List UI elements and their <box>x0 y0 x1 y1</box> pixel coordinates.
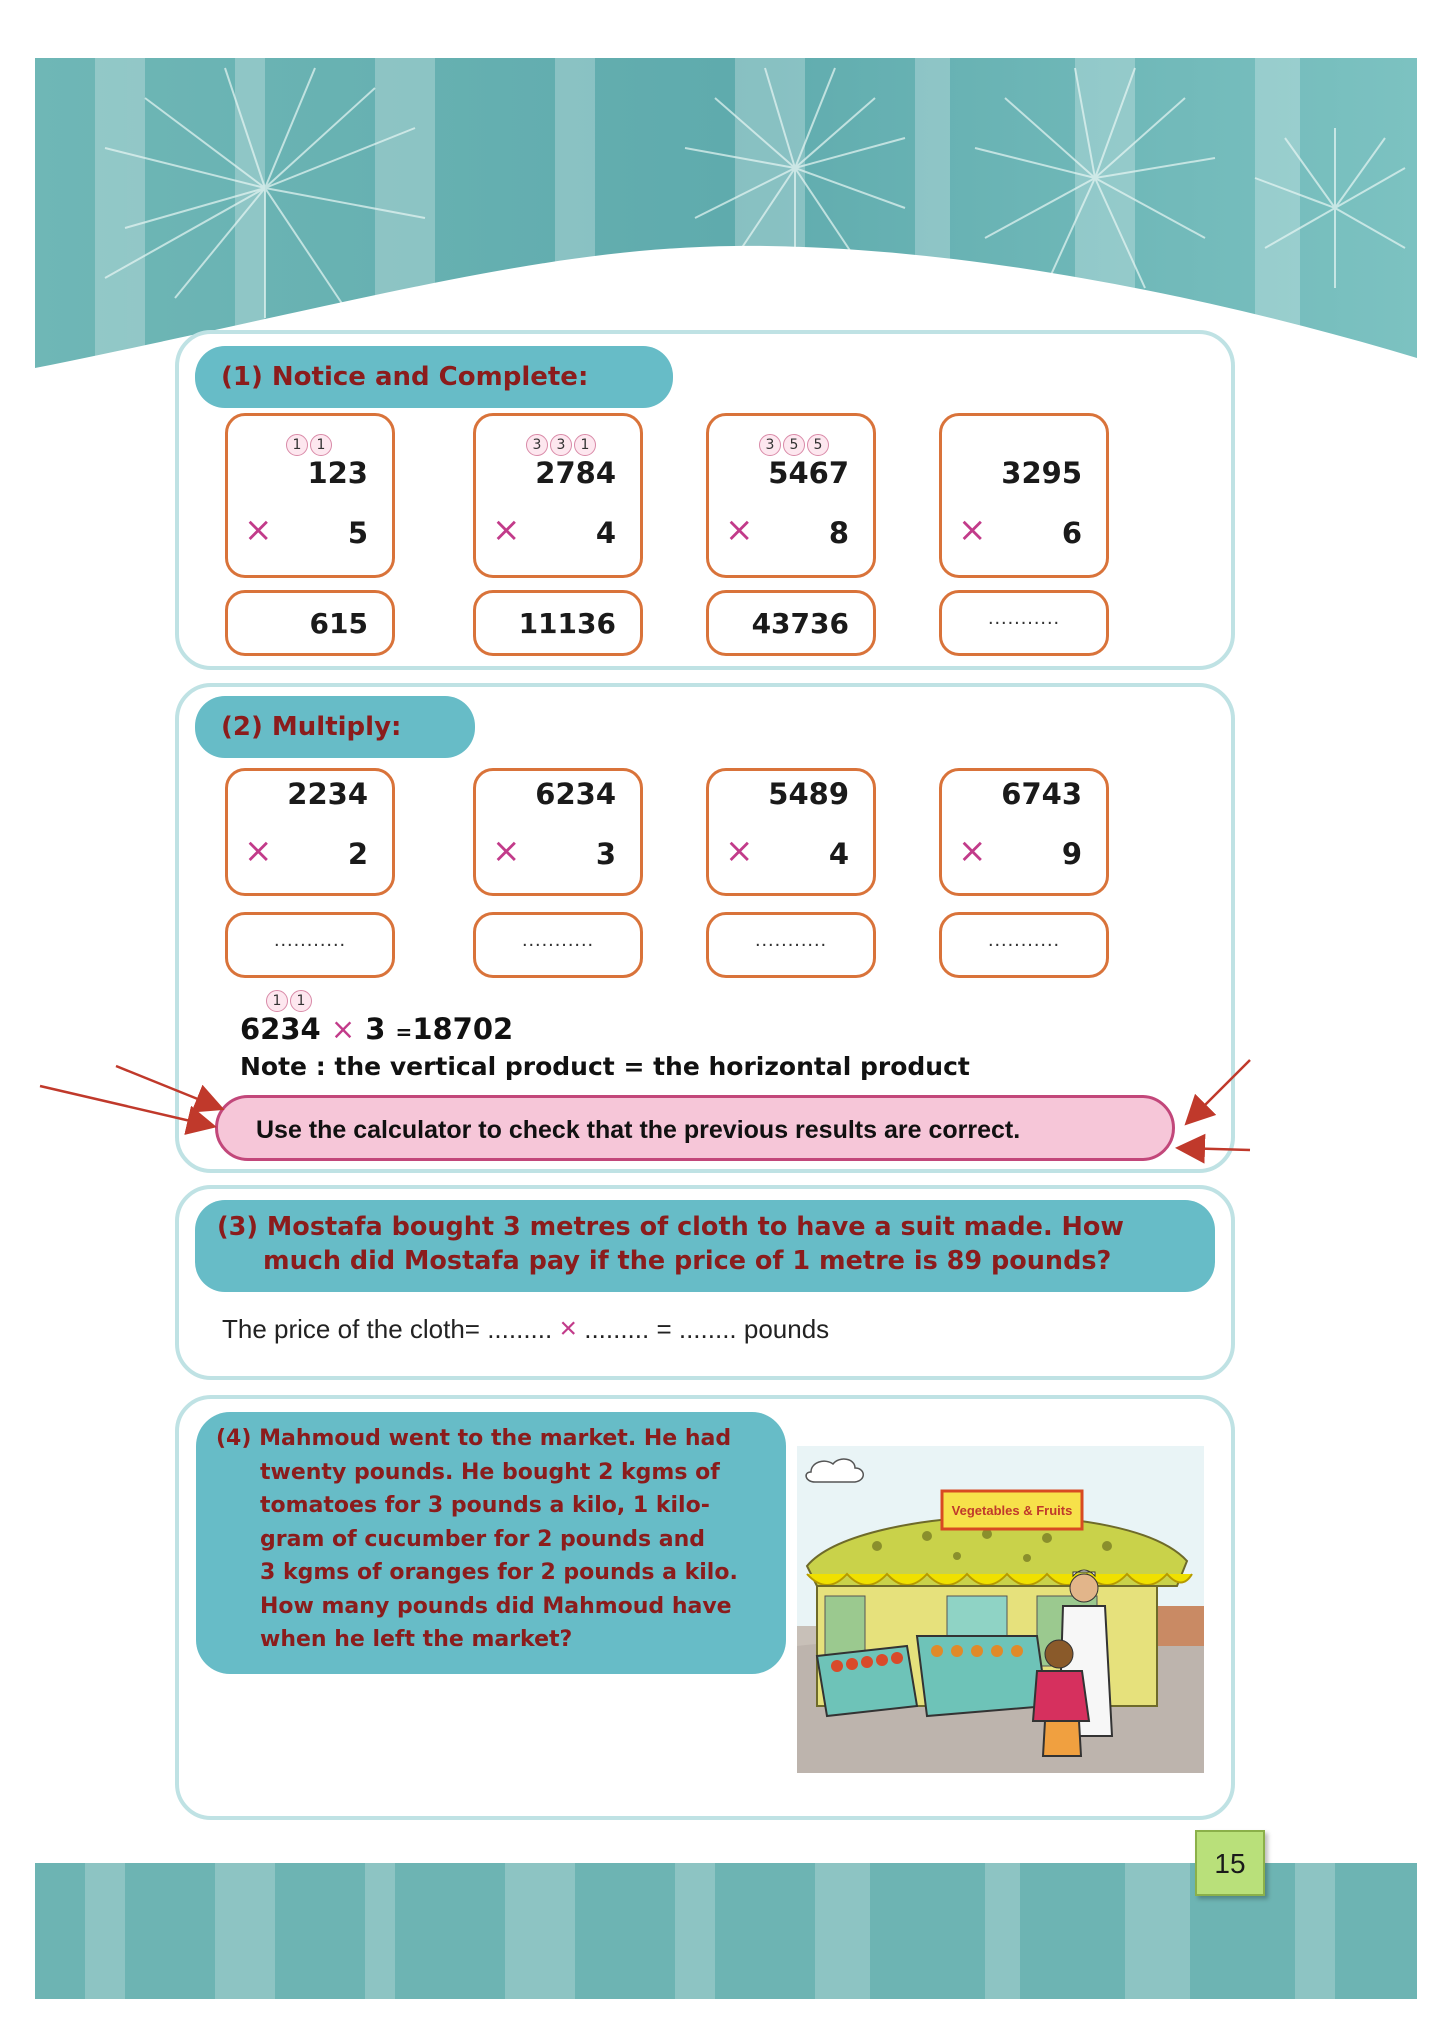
problem-card <box>939 768 1109 896</box>
answer-box[interactable] <box>939 590 1109 656</box>
pointer-arrows <box>0 1050 1455 1180</box>
carry-digit: 1 <box>290 990 312 1012</box>
example-right: 3 <box>365 1012 386 1046</box>
times-icon: × <box>725 510 754 550</box>
multiplicand: 3295 <box>1001 456 1082 490</box>
answer-suffix: ......... = ........ pounds <box>584 1314 830 1344</box>
problem-card <box>706 413 876 578</box>
title-line: (3) Mostafa bought 3 metres of cloth to have a suit made. How <box>217 1212 1124 1242</box>
page-number-badge <box>1195 1830 1265 1896</box>
times-icon: × <box>958 831 987 871</box>
example-result: 18702 <box>412 1012 514 1046</box>
carry-digit: 3 <box>759 434 781 456</box>
answer-blank[interactable]: ........... <box>521 929 595 951</box>
times-icon: × <box>492 831 521 871</box>
note-text: Note : the vertical product = the horizontal product <box>240 1052 970 1081</box>
answer-prefix: The price of the cloth= ......... <box>222 1314 553 1344</box>
times-icon: × <box>725 831 754 871</box>
problem-line: twenty pounds. He bought 2 kgms of <box>260 1459 720 1485</box>
cloth-answer-line <box>222 1312 829 1346</box>
times-icon: × <box>492 510 521 550</box>
problem-line: gram of cucumber for 2 pounds and <box>260 1526 705 1552</box>
answer-value: 615 <box>309 607 368 640</box>
arrow-icon <box>1180 1148 1250 1150</box>
multiplier: 3 <box>595 837 616 871</box>
multiplicand: 123 <box>307 456 368 490</box>
multiplier: 4 <box>595 516 616 550</box>
problem-card <box>473 413 643 578</box>
callout-text: Use the calculator to check that the previous results are correct. <box>256 1116 1021 1144</box>
multiplicand: 6743 <box>1001 777 1082 811</box>
shop-sign-text: Vegetables & Fruits <box>951 1503 1073 1518</box>
answer-box <box>473 590 643 656</box>
carry-digit: 3 <box>526 434 548 456</box>
answer-box[interactable] <box>473 912 643 978</box>
answer-blank[interactable]: ........... <box>754 929 828 951</box>
problem-line: (4) Mahmoud went to the market. He had <box>216 1426 732 1451</box>
market-scene <box>797 1446 1204 1773</box>
answer-value: 11136 <box>518 607 616 640</box>
problem-card <box>939 413 1109 578</box>
answer-box[interactable] <box>706 912 876 978</box>
problem-line: tomatoes for 3 pounds a kilo, 1 kilo- <box>260 1493 710 1518</box>
carry-digits <box>526 434 596 456</box>
arrow-icon <box>116 1066 220 1108</box>
multiplicand: 6234 <box>535 777 616 811</box>
market-illustration <box>797 1446 1204 1773</box>
problem-line: How many pounds did Mahmoud have <box>260 1593 732 1619</box>
multiplier: 4 <box>828 837 849 871</box>
section3-title <box>195 1200 1215 1292</box>
page-number: 15 <box>1214 1848 1246 1879</box>
times-icon: × <box>330 1012 356 1046</box>
times-icon: × <box>244 831 273 871</box>
section1-title: (1) Notice and Complete: <box>195 346 673 408</box>
horizontal-example <box>240 1012 513 1046</box>
answer-box[interactable] <box>225 912 395 978</box>
answer-blank[interactable]: ........... <box>987 607 1061 629</box>
problem-card <box>473 768 643 896</box>
problem-card <box>225 413 395 578</box>
answer-blank[interactable]: ........... <box>987 929 1061 951</box>
title-line: much did Mostafa pay if the price of 1 metre is 89 pounds? <box>263 1246 1112 1276</box>
problem-line: when he left the market? <box>260 1627 573 1652</box>
arrow-icon <box>1188 1060 1250 1122</box>
multiplicand: 2784 <box>535 456 616 490</box>
section4-problem <box>196 1412 786 1674</box>
multiplier: 9 <box>1061 837 1082 871</box>
example-left: 6234 <box>240 1012 321 1046</box>
carry-digit: 1 <box>286 434 308 456</box>
carry-digit: 1 <box>266 990 288 1012</box>
example-carry-digits <box>266 990 312 1012</box>
answer-box <box>706 590 876 656</box>
multiplier: 6 <box>1061 516 1082 550</box>
carry-digits <box>759 434 829 456</box>
problem-card <box>706 768 876 896</box>
times-icon: × <box>559 1312 577 1345</box>
equals-sign: = <box>395 1020 413 1044</box>
carry-digit: 1 <box>574 434 596 456</box>
carry-digits <box>286 434 332 456</box>
times-icon: × <box>958 510 987 550</box>
multiplicand: 2234 <box>287 777 368 811</box>
multiplier: 2 <box>347 837 368 871</box>
answer-box[interactable] <box>939 912 1109 978</box>
problem-line: 3 kgms of oranges for 2 pounds a kilo. <box>260 1560 738 1585</box>
carry-digit: 5 <box>783 434 805 456</box>
carry-digit: 5 <box>807 434 829 456</box>
carry-digit: 1 <box>310 434 332 456</box>
arrow-icon <box>40 1086 212 1126</box>
multiplicand: 5489 <box>768 777 849 811</box>
answer-blank[interactable]: ........... <box>273 929 347 951</box>
multiplier: 5 <box>347 516 368 550</box>
times-icon: × <box>244 510 273 550</box>
carry-digit: 3 <box>550 434 572 456</box>
answer-box <box>225 590 395 656</box>
answer-value: 43736 <box>751 607 849 640</box>
problem-card <box>225 768 395 896</box>
multiplier: 8 <box>828 516 849 550</box>
multiplicand: 5467 <box>768 456 849 490</box>
section2-title: (2) Multiply: <box>195 696 475 758</box>
